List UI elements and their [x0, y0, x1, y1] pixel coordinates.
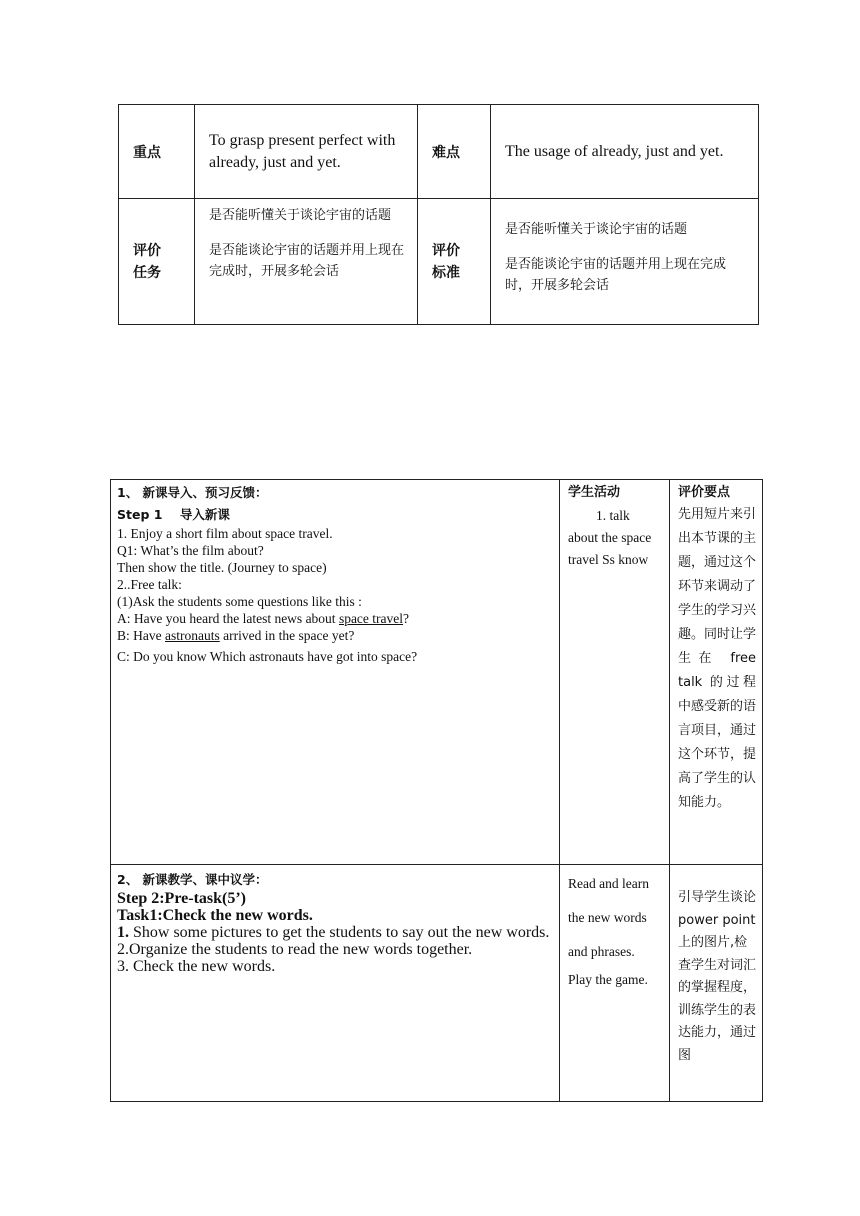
evaluation-text: 先用短片来引出本节课的主题，通过这个环节来调动了学生的学习兴趣。同时让学生在 free talk 的过程中感受新的语言项目，通过这个环节，提高了学生的认知能力。 — [678, 507, 757, 810]
line1-text: Show some pictures to get the students to say out the new words. — [129, 924, 550, 941]
activity2-line-1: Read and learn — [568, 876, 649, 891]
key-point-label: 重点 — [119, 105, 195, 199]
activity-line-2: about the space — [568, 530, 652, 545]
evaluation2-text: 引导学生谈论 power point 上的图片,检查学生对词汇的掌握程度，训练学生的表达能力，通过图 — [678, 890, 757, 1063]
section2-heading: 2、 新课教学、课中议学： — [117, 872, 268, 887]
difficulty-label: 难点 — [418, 105, 491, 199]
standard-label — [418, 199, 491, 325]
section2-line-2: 2.Organize the students to read the new words together. — [117, 941, 473, 958]
lesson-steps-table — [110, 479, 763, 1102]
activity-heading: 学生活动 — [568, 485, 621, 500]
section2-task: Task1:Check the new words. — [117, 907, 313, 924]
section1-heading: 1、 新课导入、预习反馈： — [117, 485, 268, 500]
standard-item-2: 是否能谈论宇宙的话题并用上现在完成时，开展多轮会话 — [505, 257, 727, 293]
section2-line-1 — [117, 924, 553, 941]
section1-line-1: 1. Enjoy a short film about space travel. — [117, 526, 333, 541]
task-label-line-2: 任务 — [133, 264, 161, 281]
activity-line-1: 1. talk — [596, 508, 630, 523]
task-item-1: 是否能听懂关于谈论宇宙的话题 — [209, 208, 392, 223]
section2-evaluation — [670, 865, 763, 1102]
evaluation-heading: 评价要点 — [678, 485, 731, 500]
section1-evaluation — [670, 480, 763, 865]
section1-line-6 — [117, 610, 553, 627]
difficulty-text: The usage of already, just and yet. — [491, 105, 759, 199]
section1-line-3: Then show the title. (Journey to space) — [117, 560, 327, 575]
section1-step: Step 1 导入新课 — [117, 507, 230, 522]
section2-content — [111, 865, 560, 1102]
task-content — [195, 199, 418, 325]
line7-end: arrived in the space yet? — [219, 628, 355, 643]
section1-line-4: 2..Free talk: — [117, 577, 182, 592]
section1-line-8: C: Do you know Which astronauts have got into space? — [117, 649, 418, 664]
activity2-line-3: and phrases. — [568, 944, 635, 959]
standard-label-line-2: 标准 — [432, 264, 460, 281]
standard-content — [491, 199, 759, 325]
activity2-line-2: the new words — [568, 910, 647, 925]
task-item-2: 是否能谈论宇宙的话题并用上现在完成时，开展多轮会话 — [209, 243, 405, 279]
section2-step: Step 2:Pre-task(5’) — [117, 890, 247, 907]
task-label — [119, 199, 195, 325]
line6-underlined: space travel — [338, 611, 404, 626]
key-point-text: To grasp present perfect with already, just and yet. — [195, 105, 418, 199]
section1-content — [111, 480, 560, 865]
section2-line-3: 3. Check the new words. — [117, 958, 276, 975]
activity-line-3: travel Ss know — [568, 552, 649, 567]
task-label-line-1: 评价 — [133, 242, 161, 259]
standard-label-line-1: 评价 — [432, 242, 460, 259]
line6-end: ? — [403, 611, 410, 626]
section1-line-2: Q1: What’s the film about? — [117, 543, 264, 558]
line6-start: A: Have you heard the latest news about — [117, 611, 339, 626]
section1-activity — [560, 480, 670, 865]
standard-item-1: 是否能听懂关于谈论宇宙的话题 — [505, 222, 688, 237]
section2-activity — [560, 865, 670, 1102]
activity2-line-4: Play the game. — [568, 972, 648, 987]
section1-line-7 — [117, 627, 553, 644]
line7-start: B: Have — [117, 628, 165, 643]
section1-line-5: (1)Ask the students some questions like this : — [117, 594, 362, 609]
objectives-table — [118, 104, 759, 325]
line7-underlined: astronauts — [165, 628, 220, 643]
line1-number: 1. — [117, 924, 129, 941]
